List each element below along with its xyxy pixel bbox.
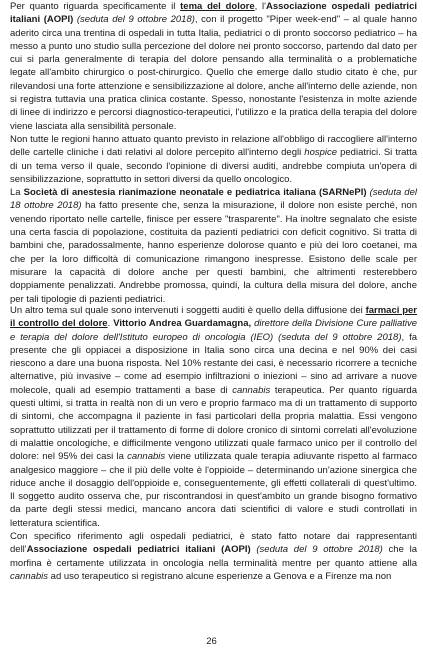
text-run: pediatrici. Si tratta di un tema verso il quale, secondo l'opinione di diversi auditi, andrebbe compiuta un'opera di sensibilizzazione, soprattutto in settori diversi da quello oncologico.	[10, 147, 417, 185]
term-cannabis: cannabis	[10, 570, 49, 582]
text-run: terapeutica. Per quanto riguarda questi ultimi, si tratta in realtà non di un vero e proprio farmaco ma di un trattamento di supporto di sintomi, che accompagna il paziente in fasi particolari della propria malattia. Essi vengono soprattutto utilizzati per il trattamento di forme di dolore cronico di sintomi correlati all'evoluzione di malattie oncologiche, e difficilmente vengono utilizzati quale farmaco unico per il controllo del dolore: nel 95% dei casi la	[10, 384, 417, 463]
organization-aopi: Associazione ospedali pediatrici italiani (AOPI)	[26, 544, 251, 556]
session-date: (seduta del 18 ottobre 2018)	[10, 187, 417, 212]
text-run: che la morfina è certamente utilizzata in oncologia nella terminalità mentre per quanto attiene alla	[10, 544, 417, 569]
paragraph-regions-hospice	[10, 133, 417, 186]
person-role-and-date: direttore della Divisione Cure palliative e terapia del dolore dell'Istituto europeo di oncologia (IEO) (seduta del 9 ottobre 2018)	[10, 318, 418, 343]
paragraph-guardamagna	[10, 304, 417, 530]
person-guardamagna: Vittorio Andrea Guardamagna,	[113, 318, 252, 330]
term-cannabis: cannabis	[127, 451, 166, 463]
session-date: (seduta del 9 ottobre 2018)	[76, 14, 195, 26]
page-number: 26	[206, 636, 217, 647]
text-run: viene utilizzata quale terapia adiuvante rispetto al farmaco analgesico maggiore – che il più delle volte è l'oppioide – determinando un'azione sinergica che riduce anche il dosaggio dell'oppioide e, conseguentemente, gli effetti collaterali di quest'ultimo. Il soggetto audito osserva che, pur riscontrandosi in quest'ambito un grande bisogno formativo da parte degli stessi medici, mancano ancora dati scientifici di valore e studi controllati in letteratura scientifica.	[10, 451, 417, 529]
term-cannabis: cannabis	[232, 384, 271, 396]
text-run: Con specifico riferimento agli ospedali pediatrici, è stato fatto notare dai rappresentanti dell'	[10, 531, 417, 556]
text-run: ad uso terapeutico si registrano alcune esperienze a Genova e a Firenze ma non	[48, 570, 392, 582]
text-run: Per quanto riguarda specificamente il	[10, 1, 181, 12]
text-run: , fa presente che gli oppiacei a disposizione in Italia sono circa una decina e nel 90% dei casi riescono a dare una buona risposta. Nel 10% restante dei casi, è necessario ricorrere a tecniche alternative, più invasive – come ad esempio infiltrazioni o iniezioni – sino ad arrivare a nuove molecole, quali ad esempio trattamenti a base di	[10, 331, 417, 396]
organization-sarnepi: Società di anestesia rianimazione neonatale e pediatrica italiana (SARNePI)	[23, 187, 367, 199]
topic-pain-underlined: tema del dolore	[180, 1, 255, 12]
text-block-pain-drugs	[10, 304, 417, 583]
topic-drugs-underlined: farmaci per il controllo del dolore	[10, 305, 417, 330]
paragraph-aopi-pain-study	[10, 0, 417, 133]
organization-aopi: Associazione ospedali pediatrici italiani (AOPI)	[10, 1, 417, 26]
text-run: Non tutte le regioni hanno attuato quanto previsto in relazione all'obbligo di raccogliere all'interno delle cartelle cliniche i dati relativi al dolore percepito all'interno degli	[10, 133, 417, 159]
text-run: , con il progetto "Piper week-end" – al quale hanno aderito circa una trentina di ospedali in tutta Italia, pediatrici o di pronto soccorso pediatrico – ha messo a punto uno studio sulla percezione del dolore nei pronto soccorso, partendo dal dato per cui si parla generalmente di terapia del dolore pensando alla terminalità o a problematiche legate all'ambito chirurgico o post-chirurgico. Quello che emerge dallo studio citato è che, pur rilevandosi una forte attenzione e sensibilizzazione al dolore, anche all'interno delle aziende, non si registra tuttavia una pratica clinica costante. Spesso, nonostante l'esistenza in molte aziende di linee di indirizzo e percorsi diagnostico-terapeutici, l'utilizzo e la pratica della terapia del dolore viene lasciata alla sensibilità personale.	[10, 14, 417, 132]
paragraph-sarnepi	[10, 186, 417, 306]
text-run: La	[10, 187, 24, 199]
text-run: ha fatto presente che, senza la misurazione, il dolore non esiste perché, non venendo riportato nelle cartelle, finisce per essere "trasparente". Ha inoltre segnalato che esiste una certa fascia di popolazione, costituita da pazienti pediatrici con deficit cognitivo. Si tratta di bambini che, paradossalmente, hanno esperienze dolorose quanto e più dei loro coetanei, ma che per la loro difficoltà di comunicazione rimangono inespresse. Esistono delle scale per misurare la capacità di dolore anche per questi bambini, che altrimenti resterebbero doppiamente penalizzati. Andrebbe promossa, quindi, la cultura della misura del dolore, anche per tali tipologie di pazienti pediatrici.	[10, 200, 417, 305]
paragraph-aopi-morphine	[10, 530, 417, 583]
text-run: Un altro tema sul quale sono intervenuti i soggetti auditi è quello della diffusione dei	[10, 305, 366, 316]
text-run: .	[107, 318, 114, 330]
term-hospice: hospice	[304, 147, 338, 159]
session-date: (seduta del 9 ottobre 2018)	[256, 544, 383, 556]
text-block-pain-topic	[10, 0, 417, 306]
text-run: , l'	[254, 1, 266, 12]
